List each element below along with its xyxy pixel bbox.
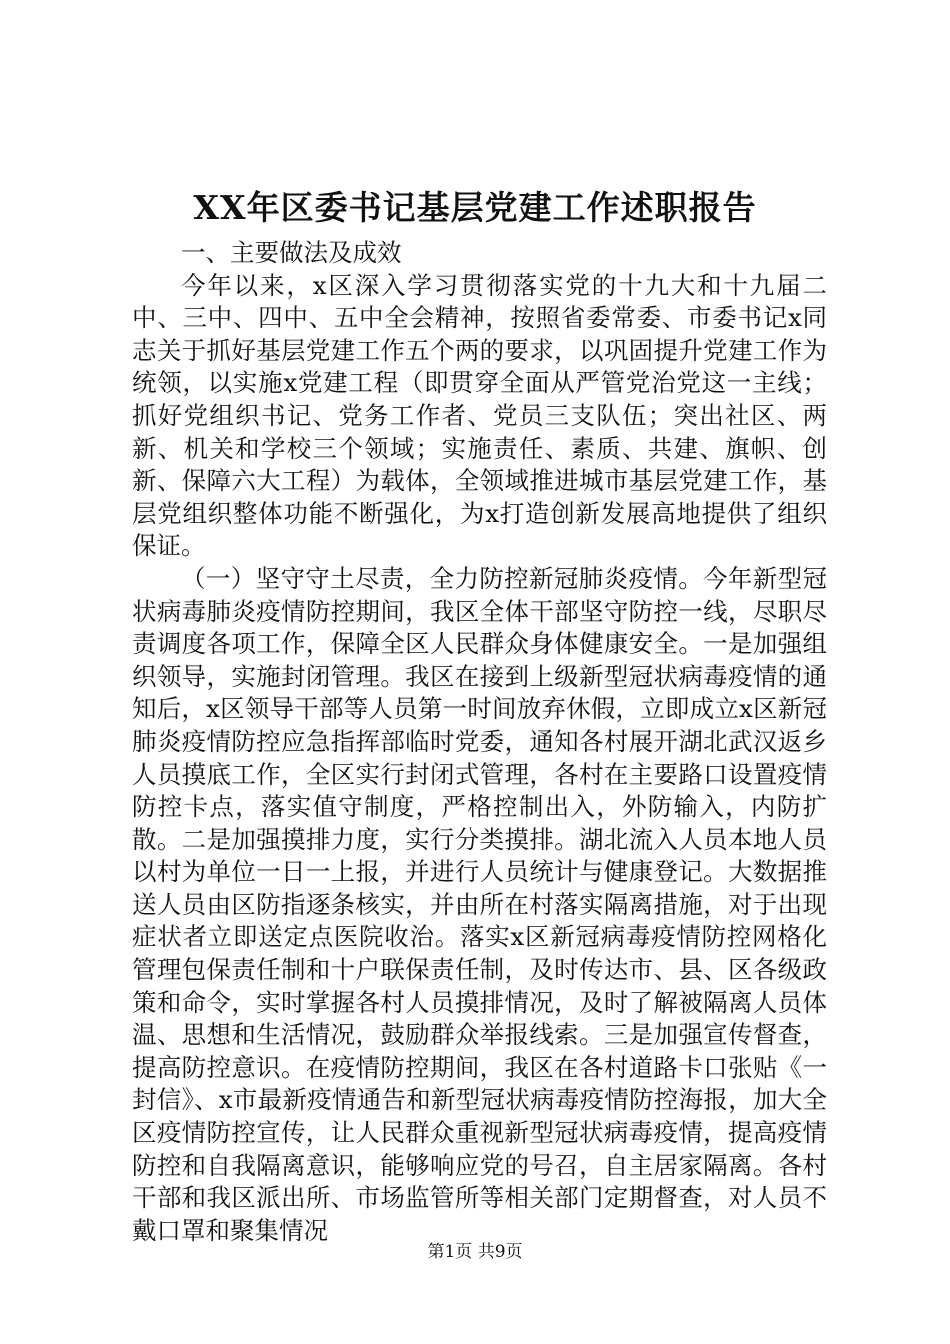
paragraph-epidemic: （一）坚守守土尽责，全力防控新冠肺炎疫情。今年新型冠状病毒肺炎疫情防控期间，我区全体干部坚守防控一线，尽职尽责调度各项工作，保障全区人民群众身体健康安全。一是加强组织领导，实施封闭管理。我区在接到上级新型冠状病毒疫情的通知后，x区领导干部等人员第一时间放弃休假，立即成立x区新冠肺炎疫情防控应急指挥部临时党委，通知各村展开湖北武汉返乡人员摸底工作，全区实行封闭式管理，各村在主要路口设置疫情防控卡点，落实值守制度，严格控制出入，外防输入，内防扩散。二是加强摸排力度，实行分类摸排。湖北流入人员本地人员以村为单位一日一上报，并进行人员统计与健康登记。大数据推送人员由区防指逐条核实，并由所在村落实隔离措施，对于出现症状者立即送定点医院收治。落实x区新冠病毒疫情防控网格化管理包保责任制和十户联保责任制，及时传达市、县、区各级政策和命令，实时掌握各村人员摸排情况，及时了解被隔离人员体温、思想和生活情况，鼓励群众举报线索。三是加强宣传督查，提高防控意识。在疫情防控期间，我区在各村道路卡口张贴《一封信》、x市最新疫情通告和新型冠状病毒疫情防控海报，加大全区疫情防控宣传，让人民群众重视新型冠状病毒疫情，提高疫情防控和自我隔离意识，能够响应党的号召，自主居家隔离。各村干部和我区派出所、市场监管所等相关部门定期督查，对人员不戴口罩和聚集情况 — [132, 563, 827, 1245]
section-heading: 一、主要做法及成效 — [181, 238, 402, 267]
document-title: XX年区委书记基层党建工作述职报告 — [193, 188, 757, 227]
document-body — [132, 237, 827, 1247]
paragraph-intro: 今年以来，x区深入学习贯彻落实党的十九大和十九届二中、三中、四中、五中全会精神，按照省委常委、市委书记x同志关于抓好基层党建工作五个两的要求，以巩固提升党建工作为统领，以实施x党建工程（即贯穿全面从严管党治党这一主线；抓好党组织书记、党务工作者、党员三支队伍；突出社区、两新、机关和学校三个领域；实施责任、素质、共建、旗帜、创新、保障六大工程）为载体，全领域推进城市基层党建工作，基层党组织整体功能不断强化，为x打造创新发展高地提供了组织保证。 — [132, 270, 827, 561]
page-footer: 第1页 共9页 — [427, 1242, 523, 1262]
